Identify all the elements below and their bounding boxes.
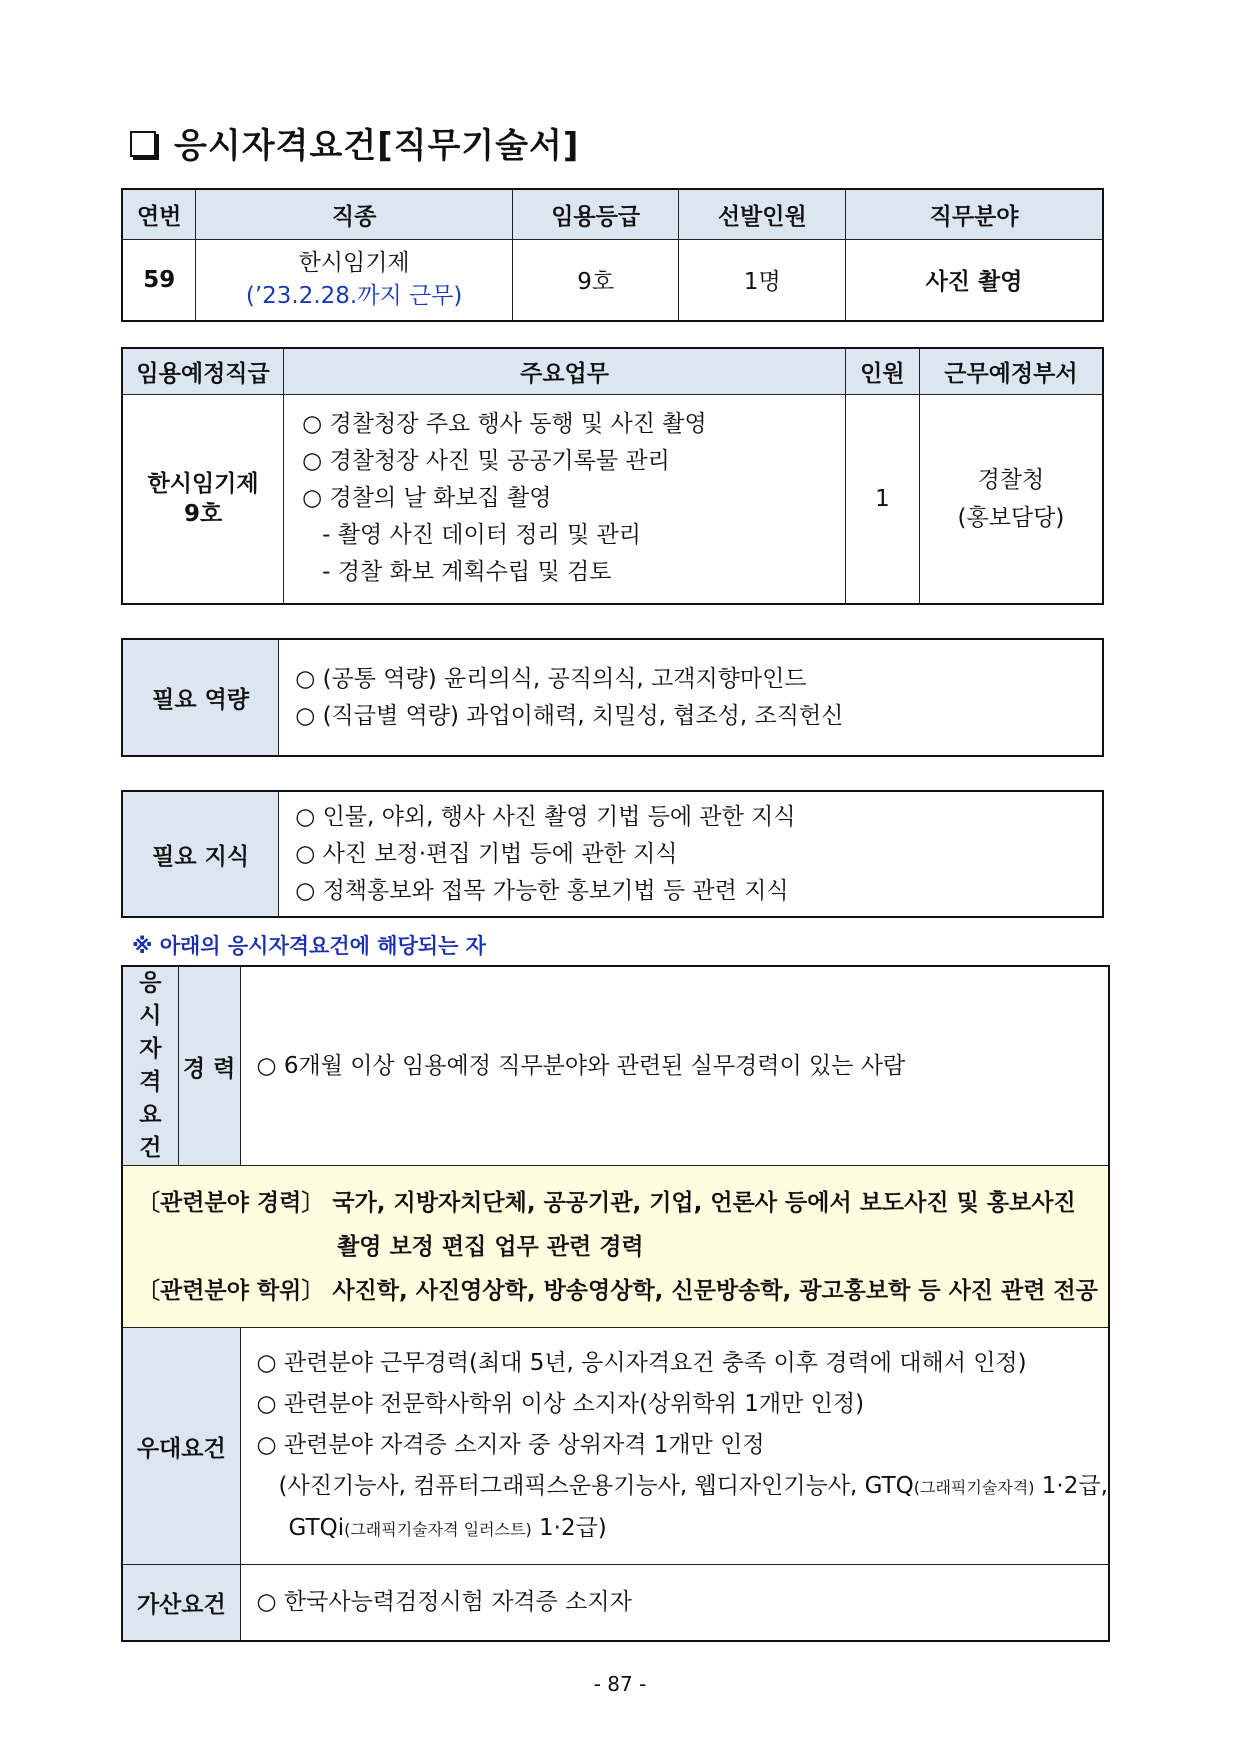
list-item: ○ 인물, 야외, 행사 사진 촬영 기법 등에 관한 지식 (295, 803, 796, 830)
competency-list (279, 639, 1103, 756)
row-count: 1명 (679, 239, 846, 321)
header-no: 연번 (122, 189, 196, 239)
bonus-label: 가산요건 (122, 1565, 240, 1641)
bonus-text: ○ 한국사능력검정시험 자격증 소지자 (240, 1565, 1109, 1641)
competency-table (121, 638, 1104, 757)
list-item: ○ 사진 보정·편집 기법 등에 관한 지식 (295, 840, 678, 867)
preference-list (240, 1328, 1109, 1565)
header-rank: 임용예정직급 (122, 348, 284, 394)
list-item: ○ (직급별 역량) 과업이해력, 치밀성, 협조성, 조직헌신 (295, 702, 844, 729)
list-item: ○ 관련분야 전문학사학위 이상 소지자(상위학위 1개만 인정) (256, 1390, 865, 1417)
related-field-box: 〔관련분야 경력〕 국가, 지방자치단체, 공공기관, 기업, 언론사 등에서 보도사진 및 홍보사진 촬영 보정 편집 업무 관련 경력 〔관련분야 학위〕 사진학, 사진영상학, 방송영상학, 신문방송학, 광고홍보학 등 사진 관련 전공 (122, 1166, 1109, 1328)
page-title: 응시자격요건[직무기술서] (130, 118, 579, 167)
list-item: GTQi(그래픽기술자격 일러스트) 1·2급) (288, 1514, 607, 1541)
list-item: (사진기능사, 컴퓨터그래픽스운용기능사, 웹디자인기능사, GTQ(그래픽기술자격) 1·2급, (278, 1472, 1108, 1499)
header-duties: 주요업무 (284, 348, 846, 394)
list-item: ○ 경찰청장 사진 및 공공기록물 관리 (302, 448, 670, 475)
list-item: - 경찰 화보 계획수립 및 검토 (322, 559, 612, 586)
list-item: ○ 관련분야 근무경력(최대 5년, 응시자격요건 충족 이후 경력에 대해서 인정) (256, 1349, 1027, 1376)
header-type: 직종 (196, 189, 512, 239)
dept-cell: 경찰청 (홍보담당) (919, 394, 1103, 604)
career-text: ○ 6개월 이상 임용예정 직무분야와 관련된 실무경력이 있는 사람 (240, 966, 1109, 1166)
competency-label: 필요 역량 (122, 639, 279, 756)
page-number: - 87 - (593, 1672, 647, 1696)
qualification-table (121, 965, 1110, 1642)
duties-list (284, 394, 846, 604)
header-field: 직무분야 (846, 189, 1103, 239)
headcount-cell: 1 (845, 394, 919, 604)
checkbox-square-icon (130, 131, 156, 157)
list-item: ○ 경찰청장 주요 행사 동행 및 사진 촬영 (302, 411, 707, 438)
duty-table (121, 347, 1104, 605)
list-item: - 촬영 사진 데이터 정리 및 관리 (322, 522, 641, 549)
row-field: 사진 촬영 (846, 239, 1103, 321)
header-dept: 근무예정부서 (919, 348, 1103, 394)
requirement-note: ※ 아래의 응시자격요건에 해당되는 자 (132, 934, 486, 958)
qualification-vertical-label: 응 시 자 격 요 건 (122, 966, 178, 1166)
list-item: ○ (공통 역량) 윤리의식, 공직의식, 고객지향마인드 (295, 665, 807, 692)
row-grade: 9호 (512, 239, 679, 321)
row-no: 59 (122, 239, 196, 321)
row-type: 한시임기제 (’23.2.28.까지 근무) (196, 239, 512, 321)
list-item: ○ 정책홍보와 접목 가능한 홍보기법 등 관련 지식 (295, 877, 789, 904)
knowledge-table (121, 790, 1104, 918)
header-headcount: 인원 (845, 348, 919, 394)
knowledge-list (279, 791, 1103, 917)
knowledge-label: 필요 지식 (122, 791, 279, 917)
list-item: ○ 관련분야 자격증 소지자 중 상위자격 1개만 인정 (256, 1431, 765, 1458)
header-count: 선발인원 (679, 189, 846, 239)
list-item: ○ 경찰의 날 화보집 촬영 (302, 485, 552, 512)
header-grade: 임용등급 (512, 189, 679, 239)
preference-label: 우대요건 (122, 1328, 240, 1565)
position-summary-table (121, 188, 1104, 322)
career-label: 경 력 (178, 966, 240, 1166)
rank-cell: 한시임기제 9호 (122, 394, 284, 604)
